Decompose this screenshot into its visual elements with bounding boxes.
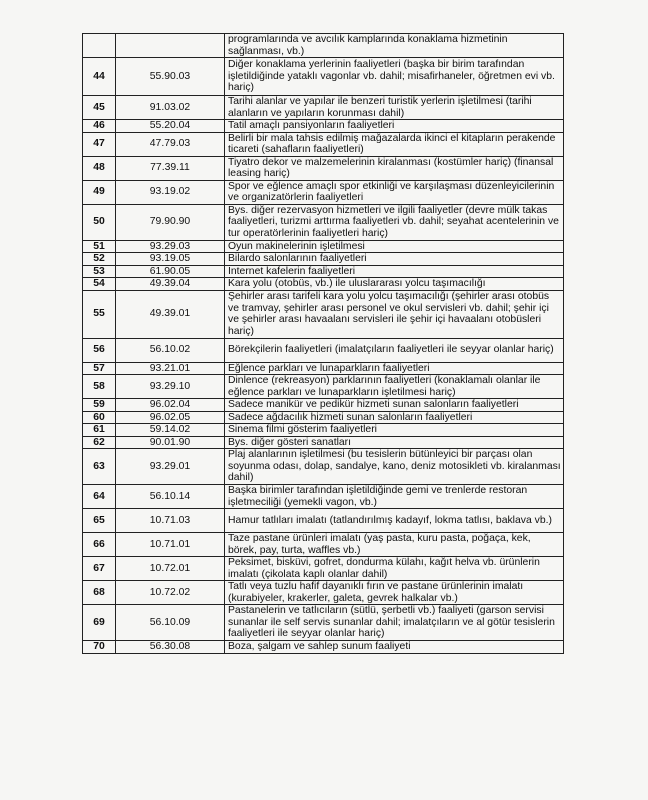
activity-code: 93.29.10 (116, 375, 225, 399)
activity-code: 79.90.90 (116, 204, 225, 240)
activity-description: Tarihi alanlar ve yapılar ile benzeri turistik yerlerin işletilmesi (tarihi alanların ve yapıların korunması dahil) (225, 96, 564, 120)
table-row (83, 399, 564, 412)
activity-description: Bys. diğer rezervasyon hizmetleri ve ilgili faaliyetler (devre mülk takas faaliyetleri, turizmi arttırma faaliyetleri vb. dahil; seyahat acentelerinin ve tur operatörlerinin faaliyetleri hariç) (225, 204, 564, 240)
table-row (83, 605, 564, 641)
table-row (83, 485, 564, 509)
activity-code: 93.19.05 (116, 253, 225, 266)
row-number: 52 (83, 253, 116, 266)
row-number: 63 (83, 449, 116, 485)
activity-description: Tatil amaçlı pansiyonların faaliyetleri (225, 120, 564, 133)
activity-table (82, 33, 564, 654)
activity-code: 61.90.05 (116, 265, 225, 278)
table-row (83, 253, 564, 266)
row-number (83, 34, 116, 58)
table-row (83, 557, 564, 581)
row-number: 45 (83, 96, 116, 120)
activity-code: 93.29.01 (116, 449, 225, 485)
row-number: 61 (83, 424, 116, 437)
row-number: 62 (83, 436, 116, 449)
activity-code: 59.14.02 (116, 424, 225, 437)
activity-description: Tiyatro dekor ve malzemelerinin kiralanması (kostümler hariç) (finansal leasing hariç) (225, 156, 564, 180)
table-row (83, 58, 564, 96)
table-row (83, 436, 564, 449)
row-number: 58 (83, 375, 116, 399)
activity-code: 55.90.03 (116, 58, 225, 96)
row-number: 57 (83, 362, 116, 375)
activity-description: Sadece ağdacılık hizmeti sunan salonların faaliyetleri (225, 411, 564, 424)
row-number: 65 (83, 509, 116, 533)
row-number: 69 (83, 605, 116, 641)
table-row (83, 641, 564, 654)
table-row (83, 278, 564, 291)
activity-description: Başka birimler tarafından işletildiğinde gemi ve trenlerde restoran işletmeciliği (yemekli vagon, vb.) (225, 485, 564, 509)
activity-code (116, 34, 225, 58)
table-row (83, 509, 564, 533)
activity-code: 56.10.02 (116, 338, 225, 362)
activity-code: 10.71.03 (116, 509, 225, 533)
activity-code: 93.21.01 (116, 362, 225, 375)
activity-description: Kara yolu (otobüs, vb.) ile uluslararası yolcu taşımacılığı (225, 278, 564, 291)
table-row (83, 34, 564, 58)
activity-code: 96.02.04 (116, 399, 225, 412)
activity-description: Spor ve eğlence amaçlı spor etkinliği ve karşılaşması düzenleyicilerinin ve organizatörlerin faaliyetleri (225, 180, 564, 204)
row-number: 68 (83, 581, 116, 605)
activity-code: 56.30.08 (116, 641, 225, 654)
table-row (83, 240, 564, 253)
activity-description: Sadece manikür ve pedikür hizmeti sunan salonların faaliyetleri (225, 399, 564, 412)
activity-code: 91.03.02 (116, 96, 225, 120)
activity-code: 93.19.02 (116, 180, 225, 204)
activity-description: programlarında ve avcılık kamplarında konaklama hizmetinin sağlanması, vb.) (225, 34, 564, 58)
table-row (83, 581, 564, 605)
activity-code: 55.20.04 (116, 120, 225, 133)
activity-code: 56.10.09 (116, 605, 225, 641)
row-number: 56 (83, 338, 116, 362)
activity-description: Boza, şalgam ve sahlep sunum faaliyeti (225, 641, 564, 654)
activity-description: Börekçilerin faaliyetleri (imalatçıların faaliyetleri ile seyyar olanlar hariç) (225, 338, 564, 362)
activity-description: Bys. diğer gösteri sanatları (225, 436, 564, 449)
table-row (83, 338, 564, 362)
row-number: 46 (83, 120, 116, 133)
activity-description: Eğlence parkları ve lunaparkların faaliyetleri (225, 362, 564, 375)
activity-code: 77.39.11 (116, 156, 225, 180)
activity-description: Peksimet, bisküvi, gofret, dondurma külahı, kağıt helva vb. ürünlerin imalatı (çikolata kaplı olanlar dahil) (225, 557, 564, 581)
row-number: 44 (83, 58, 116, 96)
activity-code: 10.72.01 (116, 557, 225, 581)
row-number: 48 (83, 156, 116, 180)
row-number: 67 (83, 557, 116, 581)
table-row (83, 533, 564, 557)
activity-description: Tatlı veya tuzlu hafif dayanıklı fırın ve pastane ürünlerinin imalatı (kurabiyeler, krakerler, galeta, gevrek halkalar vb.) (225, 581, 564, 605)
row-number: 54 (83, 278, 116, 291)
activity-description: Dinlence (rekreasyon) parklarının faaliyetleri (konaklamalı olanlar ile eğlence parkları ve lunaparkların işletilmesi hariç) (225, 375, 564, 399)
row-number: 49 (83, 180, 116, 204)
activity-description: Sinema filmi gösterim faaliyetleri (225, 424, 564, 437)
row-number: 47 (83, 132, 116, 156)
table-row (83, 120, 564, 133)
activity-table-body (83, 34, 564, 654)
activity-description: Bilardo salonlarının faaliyetleri (225, 253, 564, 266)
row-number: 50 (83, 204, 116, 240)
table-row (83, 424, 564, 437)
activity-code: 93.29.03 (116, 240, 225, 253)
table-row (83, 132, 564, 156)
activity-code: 49.39.01 (116, 290, 225, 338)
activity-code: 10.71.01 (116, 533, 225, 557)
activity-code: 90.01.90 (116, 436, 225, 449)
table-row (83, 375, 564, 399)
activity-description: Pastanelerin ve tatlıcıların (sütlü, şerbetli vb.) faaliyeti (garson servisi sunanlar ile self servis sunanlar dahil; imalatçıların ve al götür tesislerin faaliyetleri ile seyyar olanlar hariç) (225, 605, 564, 641)
activity-description: Taze pastane ürünleri imalatı (yaş pasta, kuru pasta, poğaça, kek, börek, pay, turta, waffles vb.) (225, 533, 564, 557)
activity-description: Plaj alanlarının işletilmesi (bu tesislerin bütünleyici bir parçası olan soyunma odası, dolap, sandalye, kano, deniz motosikleti vb. kiralanması dahil) (225, 449, 564, 485)
row-number: 53 (83, 265, 116, 278)
row-number: 66 (83, 533, 116, 557)
row-number: 60 (83, 411, 116, 424)
table-row (83, 411, 564, 424)
activity-description: Belirli bir mala tahsis edilmiş mağazalarda ikinci el kitapların perakende ticareti (sahafların faaliyetleri) (225, 132, 564, 156)
table-row (83, 290, 564, 338)
activity-description: Şehirler arası tarifeli kara yolu yolcu taşımacılığı (şehirler arası otobüs ve tramvay, şehirler arası personel ve okul servisleri vb. dahil; şehir içi ve şehirler arası havaalanı servisleri ile şehir içi havaalanı otobüsleri hariç) (225, 290, 564, 338)
activity-description: Hamur tatlıları imalatı (tatlandırılmış kadayıf, lokma tatlısı, baklava vb.) (225, 509, 564, 533)
row-number: 70 (83, 641, 116, 654)
row-number: 59 (83, 399, 116, 412)
row-number: 55 (83, 290, 116, 338)
activity-code: 10.72.02 (116, 581, 225, 605)
activity-code: 56.10.14 (116, 485, 225, 509)
activity-description: Diğer konaklama yerlerinin faaliyetleri (başka bir birim tarafından işletildiğinde yataklı vagonlar vb. dahil; misafirhaneler, öğretmen evi vb. hariç) (225, 58, 564, 96)
row-number: 64 (83, 485, 116, 509)
activity-code: 96.02.05 (116, 411, 225, 424)
activity-code: 49.39.04 (116, 278, 225, 291)
table-row (83, 96, 564, 120)
table-row (83, 204, 564, 240)
activity-description: Oyun makinelerinin işletilmesi (225, 240, 564, 253)
table-row (83, 156, 564, 180)
activity-code: 47.79.03 (116, 132, 225, 156)
table-row (83, 449, 564, 485)
table-row (83, 265, 564, 278)
table-row (83, 362, 564, 375)
activity-description: İnternet kafelerin faaliyetleri (225, 265, 564, 278)
row-number: 51 (83, 240, 116, 253)
table-row (83, 180, 564, 204)
